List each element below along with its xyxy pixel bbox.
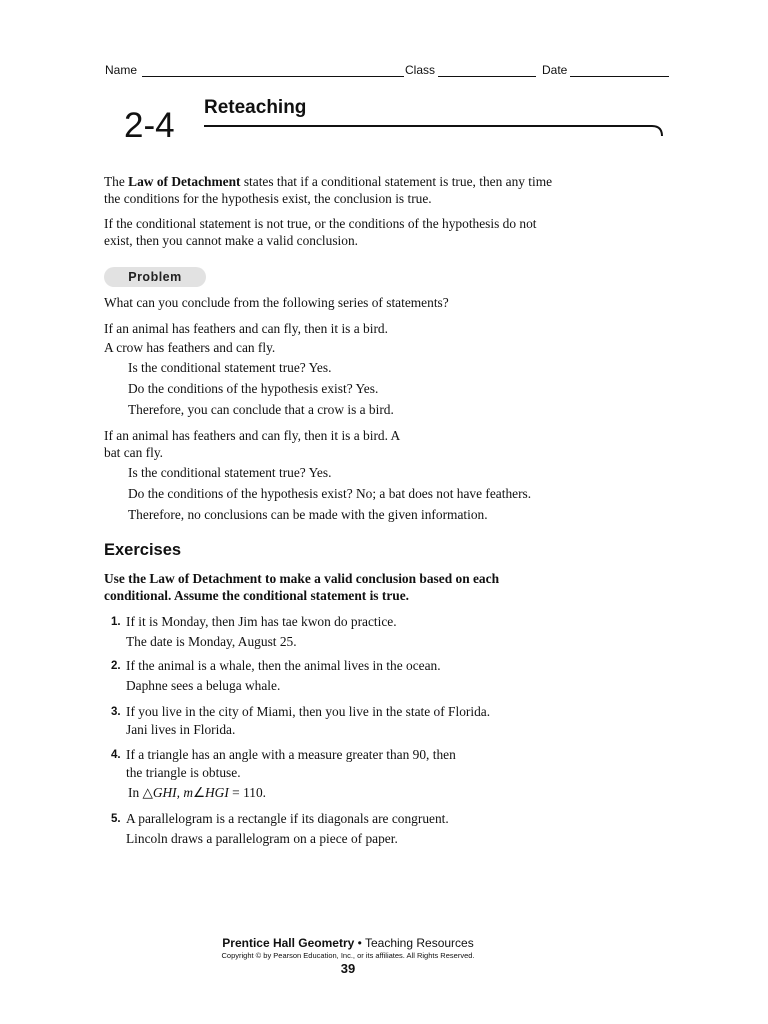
problem-line: Therefore, you can conclude that a crow is a bird. xyxy=(128,402,394,417)
student-info-header xyxy=(105,63,669,81)
footer-copyright: Copyright © by Pearson Education, Inc., or its affiliates. All Rights Reserved. xyxy=(221,951,475,960)
exercises-instructions xyxy=(104,570,564,604)
exercise-number: 5. xyxy=(111,813,121,825)
given-prefix: In xyxy=(128,785,143,800)
angle-measure: = 110. xyxy=(228,785,267,800)
problem-line: Is the conditional statement true? Yes. xyxy=(128,360,332,375)
angle-symbol-icon: ∠ xyxy=(193,785,206,800)
exercise-given: The date is Monday, August 25. xyxy=(126,634,297,649)
section-title: Reteaching xyxy=(204,97,307,118)
para1-line2: the conditions for the hypothesis exist, the conclusion is true. xyxy=(104,191,432,206)
exercise-statement: A parallelogram is a rectangle if its diagonals are congruent. xyxy=(126,811,449,826)
triangle-name: GHI, m xyxy=(152,785,193,800)
para2-line1: If the conditional statement is not true, or the conditions of the hypothesis do not xyxy=(104,216,537,231)
exercise-number: 3. xyxy=(111,706,121,718)
name-field-line[interactable] xyxy=(142,76,404,77)
problem-line: Is the conditional statement true? Yes. xyxy=(128,465,332,480)
exercise-statement: If the animal is a whale, then the animal lives in the ocean. xyxy=(126,658,441,673)
title-rule-divider xyxy=(204,124,666,138)
bullet-separator: • xyxy=(354,936,365,950)
problem-line: bat can fly. xyxy=(104,445,163,460)
problem-line: If an animal has feathers and can fly, then it is a bird. A xyxy=(104,428,401,443)
law-term: Law of Detachment xyxy=(128,174,241,189)
class-label: Class xyxy=(405,63,436,77)
angle-name: HGI xyxy=(205,785,229,800)
exercise-given: Daphne sees a beluga whale. xyxy=(126,678,281,693)
problem-line: Do the conditions of the hypothesis exist? No; a bat does not have feathers. xyxy=(128,486,532,501)
page-number: 39 xyxy=(340,961,356,976)
para2-line2: exist, then you cannot make a valid conclusion. xyxy=(104,233,358,248)
exercise-statement: If it is Monday, then Jim has tae kwon do practice. xyxy=(126,614,397,629)
exercise-number: 4. xyxy=(111,749,121,761)
exercise-statement: If a triangle has an angle with a measure greater than 90, then xyxy=(126,747,456,762)
invalid-conclusion-paragraph xyxy=(104,215,594,249)
footer-book-title xyxy=(0,936,696,950)
exercise-statement-cont: the triangle is obtuse. xyxy=(126,765,241,780)
lesson-number: 2-4 xyxy=(124,106,175,145)
exercises-heading: Exercises xyxy=(104,541,182,559)
exercise-given: Lincoln draws a parallelogram on a piece of paper. xyxy=(126,831,398,846)
problem-line: A crow has feathers and can fly. xyxy=(104,340,276,355)
name-label: Name xyxy=(105,63,138,77)
exercise-given xyxy=(128,784,266,801)
class-field-line[interactable] xyxy=(438,76,536,77)
problem-question: What can you conclude from the following series of statements? xyxy=(104,295,449,310)
date-label: Date xyxy=(542,63,568,77)
para1-prefix: The xyxy=(104,174,129,189)
exercise-statement: If you live in the city of Miami, then you live in the state of Florida. xyxy=(126,704,491,719)
triangle-symbol-icon: △ xyxy=(142,785,153,800)
para1-line1-rest: states that if a conditional statement is true, then any time xyxy=(240,174,553,189)
instruction-line2: conditional. Assume the conditional statement is true. xyxy=(104,588,410,603)
exercise-number: 2. xyxy=(111,660,121,672)
problem-line: Do the conditions of the hypothesis exist? Yes. xyxy=(128,381,379,396)
problem-line: Therefore, no conclusions can be made with the given information. xyxy=(128,507,488,522)
law-of-detachment-definition xyxy=(104,173,594,207)
problem-line: If an animal has feathers and can fly, then it is a bird. xyxy=(104,321,388,336)
book-title: Prentice Hall Geometry xyxy=(222,936,355,950)
exercise-number: 1. xyxy=(111,616,121,628)
exercise-given: Jani lives in Florida. xyxy=(126,722,236,737)
resource-name: Teaching Resources xyxy=(364,936,474,950)
instruction-line1: Use the Law of Detachment to make a valid conclusion based on each xyxy=(104,571,500,586)
date-field-line[interactable] xyxy=(570,76,669,77)
problem-badge: Problem xyxy=(104,267,206,287)
